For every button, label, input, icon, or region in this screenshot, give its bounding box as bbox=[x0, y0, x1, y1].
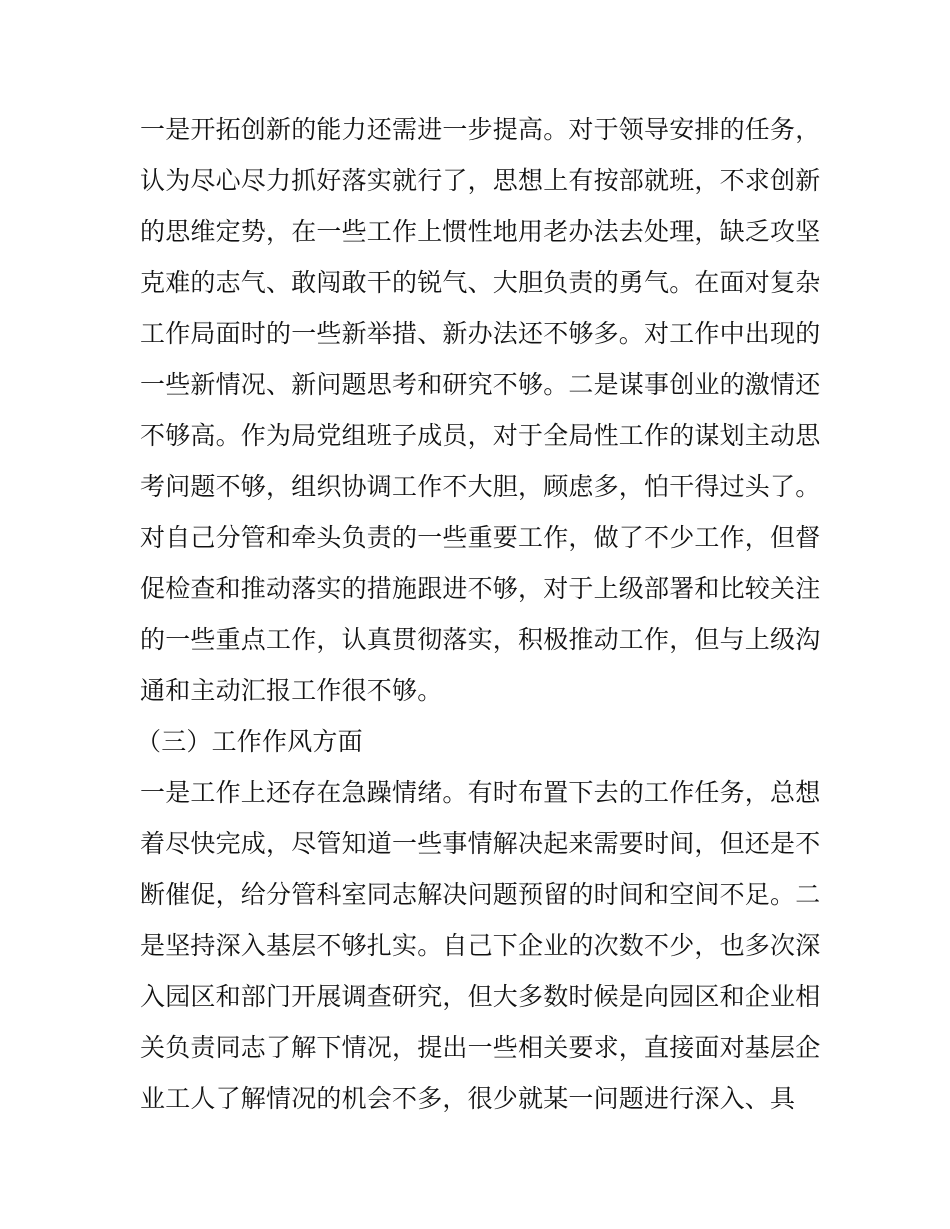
document-body bbox=[136, 104, 821, 1124]
text-line: 促检查和推动落实的措施跟进不够，对于上级部署和比较关注 bbox=[140, 574, 821, 603]
text-line: 通和主动汇报工作很不够。 bbox=[140, 676, 443, 705]
text-line: 不够高。作为局党组班子成员，对于全局性工作的谋划主动思 bbox=[140, 421, 821, 450]
text-line: 的思维定势，在一些工作上惯性地用老办法去处理，缺乏攻坚 bbox=[140, 217, 821, 246]
text-line: 对自己分管和牵头负责的一些重要工作，做了不少工作，但督 bbox=[140, 523, 821, 552]
text-line: 认为尽心尽力抓好落实就行了，思想上有按部就班，不求创新 bbox=[140, 166, 821, 195]
section-heading: （三）工作作风方面 bbox=[136, 727, 363, 756]
text-line: 关负责同志了解下情况，提出一些相关要求，直接面对基层企 bbox=[140, 1033, 821, 1062]
text-line: 的一些重点工作，认真贯彻落实，积极推动工作，但与上级沟 bbox=[140, 625, 821, 654]
text-line: 是坚持深入基层不够扎实。自己下企业的次数不少，也多次深 bbox=[140, 931, 821, 960]
text-line: 一些新情况、新问题思考和研究不够。二是谋事创业的激情还 bbox=[140, 370, 821, 399]
text-line: 工作局面时的一些新举措、新办法还不够多。对工作中出现的 bbox=[140, 319, 821, 348]
text-line: 断催促，给分管科室同志解决问题预留的时间和空间不足。二 bbox=[140, 880, 821, 909]
text-line: 一是开拓创新的能力还需进一步提高。对于领导安排的任务， bbox=[140, 115, 821, 144]
text-line: 考问题不够，组织协调工作不大胆，顾虑多，怕干得过头了。 bbox=[140, 472, 821, 501]
text-line: 一是工作上还存在急躁情绪。有时布置下去的工作任务，总想 bbox=[140, 778, 821, 807]
text-line: 克难的志气、敢闯敢干的锐气、大胆负责的勇气。在面对复杂 bbox=[140, 268, 821, 297]
text-line: 入园区和部门开展调查研究，但大多数时候是向园区和企业相 bbox=[140, 982, 821, 1011]
text-line: 业工人了解情况的机会不多，很少就某一问题进行深入、具 bbox=[140, 1084, 796, 1113]
text-line: 着尽快完成，尽管知道一些事情解决起来需要时间，但还是不 bbox=[140, 829, 821, 858]
